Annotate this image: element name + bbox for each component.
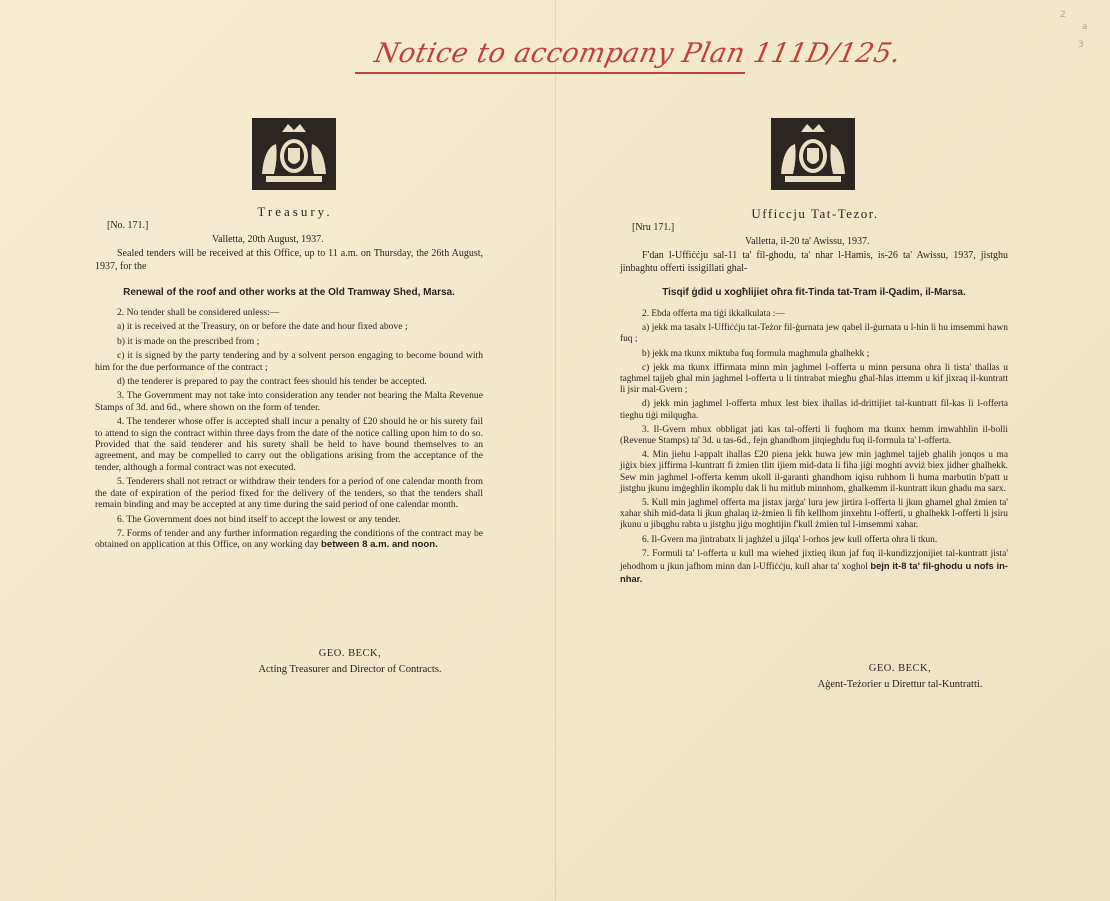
left-conditions (95, 307, 483, 554)
clause: a) jekk ma tasalx l-Uffiċċju tat-Teżor fil-ġurnata jew qabel il-ġurnata u l-hin li hu imsemmi hawn fuq ; (620, 323, 1008, 345)
right-conditions (620, 309, 1008, 589)
clause: 3. The Government may not take into consideration any tender not bearing the Malta Revenue Stamps of 3d. and 6d., where shown on the form of tender. (95, 390, 483, 413)
left-dateline: Valletta, 20th August, 1937. (212, 234, 324, 245)
signature-name: GEO. BECK, (318, 648, 382, 659)
annotation-underline (355, 72, 745, 74)
clause: 4. Min jiehu l-appalt ihallas £20 piena jekk huwa jew min jaghmel tajjeb ghalih jonqos u ma jiġix biex jiffirma l-kuntratt fi żmien tlitt ijiem mid-data li fiha jiġi moghti avviż biex jidher ghalhekk. Sew min jaghmel l-offerta kemm ukoll il-garanti ghandhom iqisu ruhhom li huma marbutin b'patt u jistghu jkunu imġeghlin ikomplu dak li hu mitlub minnhom, ghalkemm il-kuntratt ikun ghadu ma sarx. (620, 450, 1008, 494)
clause: c) jekk ma tkunx iffirmata minn min jaghmel l-offerta u minn persuna ohra li tista' thallas u taghmel tajjeb ghal min jaghmel l-offerta u li tintrabat miegħu għal-ħlas ittemm u kif jixraq il-kuntratt li jsir mal-Gvern ; (620, 362, 1008, 396)
right-signature-title: Aġent-Teżorier u Direttur tal-Kuntratti. (817, 679, 983, 690)
clause: d) the tenderer is prepared to pay the contract fees should his tender be accepted. (117, 376, 427, 388)
clause: 3. Il-Gvern mhux obbligat jati kas tal-offerti li fuqhom ma tkunx hemm imwahhlin il-bolli (Revenue Stamps) ta' 3d. u tas-6d., fejn ghandhom jitqieghdu fuq il-formula ta' l-offerta. (620, 424, 1008, 447)
clause: 2. No tender shall be considered unless:— (117, 307, 280, 318)
right-tender-title: Tisqif ġdid u xogħlijiet oħra fit-Tinda tat-Tram il-Qadim, il-Marsa. (662, 287, 966, 298)
left-intro: Sealed tenders will be received at this Office, up to 11 a.m. on Thursday, the 26th August, 1937, for the (95, 248, 483, 272)
right-intro: F'dan l-Uffiċċju sal-11 ta' fil-ghodu, ta' nhar l-Hamis, is-26 ta' Awissu, 1937, jistghu jinbaghtu offerti issigillati ghal- (620, 250, 1008, 274)
clause: 5. Tenderers shall not retract or withdraw their tenders for a period of one calendar month from the date of expiration of the period fixed for the delivery of the tenders, so that the tenders shall remain binding and may be accepted at any time during the said period of one calendar month. (95, 476, 483, 511)
clause: 2. Ebda offerta ma tiġi ikkalkulata :— (642, 309, 785, 319)
corner-mark: 2 (1060, 10, 1066, 20)
right-notice-number: [Nru 171.] (632, 222, 675, 233)
left-signature-title: Acting Treasurer and Director of Contracts. (258, 664, 442, 675)
clause: c) it is signed by the party tendering and by a solvent person engaging to become bound with him for the due performance of the contract ; (95, 350, 483, 373)
corner-mark: 3 (1078, 40, 1084, 50)
clause: b) it is made on the prescribed from ; (117, 335, 260, 347)
clause: 6. Il-Gvern ma jintrabatx li jaghżel u jilqa' l-orhos jew kull offerta ohra li tkun. (642, 534, 938, 545)
royal-coat-of-arms-icon (252, 118, 336, 190)
right-heading: Ufficcju Tat-Tezor. (751, 206, 879, 221)
clause: a) it is received at the Treasury, on or before the date and hour fixed above ; (117, 321, 408, 333)
clause-text: 7. Formuli ta' l-offerta u kull ma wiehed jixtieq ikun jaf fuq il-kundizzjonijiet tal-kuntratt jista' jehodhom u jkun jafhom minn dan l-Uffiċċju, kull ahar ta' xoghol (620, 548, 1008, 573)
clause-hours: bejn it-8 ta' fil-ghodu u nofs in-nhar. (620, 560, 1009, 585)
right-signature (800, 663, 1000, 674)
clause: 5. Kull min jaghmel offerta ma jistax jarġa' lura jew jirtira l-offerta li jkun ghamel ghal żmien ta' xahar shih mid-data li jkun ghalaq iż-żmien li fih kellhom jinxehtu l-offerti, u ghalhekk l-offerti li jsiru jkunu u jibqghu rabta u jistghu jiġu moghtijin f'kull żmien tul l-imsemmi xahar. (620, 498, 1008, 531)
left-signature (250, 648, 450, 659)
corner-mark: a (1082, 22, 1088, 32)
clause: 6. The Government does not bind itself to accept the lowest or any tender. (117, 513, 401, 525)
clause: d) jekk min jaghmel l-offerta mhux lest biex ihallas id-drittijiet tal-kuntratt fil-kas li l-offerta tieghu tiġi milqugħa. (620, 399, 1008, 421)
clause: 4. The tenderer whose offer is accepted shall incur a penalty of £20 should he or his surety fail to attend to sign the contract within three days from the date of the notice calling upon him to do so. Provided that the said tenderer and his surety shall be held to have bound themselves to an agreement, and may be compelled to carry out the obligations arising from the acceptance of the tender, although a formal contract was not executed. (95, 416, 483, 473)
fold-line (555, 0, 556, 901)
handwritten-annotation: Notice to accompany Plan 111D/125. (371, 38, 905, 69)
clause: b) jekk ma tkunx miktuba fuq formula maghmula ghalhekk ; (642, 348, 870, 359)
left-heading: Treasury. (257, 204, 333, 219)
clause (95, 528, 483, 551)
clause-text: 7. Forms of tender and any further information regarding the conditions of the contract may be obtained on application at this Office, on any working day (95, 527, 483, 551)
left-tender-title: Renewal of the roof and other works at the Old Tramway Shed, Marsa. (123, 287, 455, 298)
right-dateline: Valletta, il-20 ta' Awissu, 1937. (745, 236, 870, 247)
clause-hours: between 8 a.m. and noon. (321, 539, 438, 551)
signature-name: GEO. BECK, (868, 663, 932, 674)
left-notice-number: [No. 171.] (107, 220, 149, 231)
clause (620, 549, 1008, 587)
royal-coat-of-arms-icon (771, 118, 855, 190)
